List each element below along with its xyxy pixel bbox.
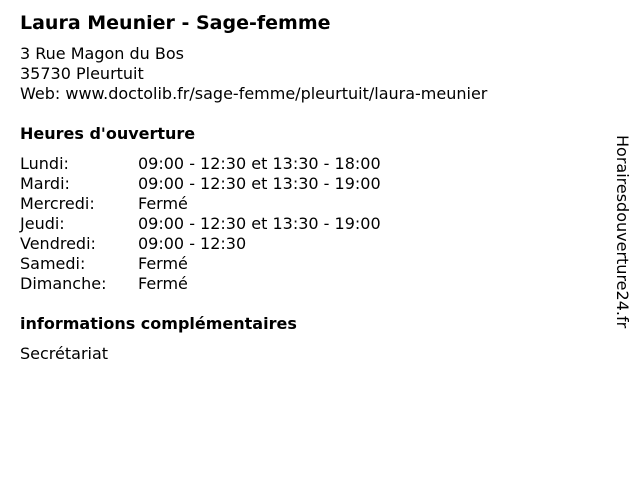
address-block (20, 44, 487, 104)
opening-hours-heading: Heures d'ouverture (20, 124, 196, 143)
hours-row-mercredi (20, 194, 381, 214)
hours-row-mardi (20, 174, 381, 194)
hours-row-samedi (20, 254, 381, 274)
day-label: Lundi: (20, 154, 69, 173)
opening-hours-table (20, 154, 381, 294)
day-label: Dimanche: (20, 274, 107, 293)
day-times: Fermé (138, 254, 188, 273)
day-times: 09:00 - 12:30 et 13:30 - 19:00 (138, 174, 381, 193)
day-label: Vendredi: (20, 234, 96, 253)
street-address: 3 Rue Magon du Bos (20, 44, 184, 63)
site-watermark: Horairesdouverture24.fr (613, 135, 632, 329)
hours-row-jeudi (20, 214, 381, 234)
day-times: 09:00 - 12:30 et 13:30 - 18:00 (138, 154, 381, 173)
day-times: 09:00 - 12:30 (138, 234, 247, 253)
hours-row-vendredi (20, 234, 381, 254)
hours-row-lundi (20, 154, 381, 174)
day-label: Mercredi: (20, 194, 95, 213)
page-title: Laura Meunier - Sage-femme (20, 12, 331, 34)
hours-row-dimanche (20, 274, 381, 294)
day-label: Jeudi: (20, 214, 65, 233)
city-address: 35730 Pleurtuit (20, 64, 144, 83)
day-label: Mardi: (20, 174, 70, 193)
day-label: Samedi: (20, 254, 86, 273)
additional-info-heading: informations complémentaires (20, 314, 297, 333)
day-times: Fermé (138, 194, 188, 213)
additional-info-text: Secrétariat (20, 344, 109, 363)
website-line: Web: www.doctolib.fr/sage-femme/pleurtuit/laura-meunier (20, 84, 488, 103)
day-times: Fermé (138, 274, 188, 293)
day-times: 09:00 - 12:30 et 13:30 - 19:00 (138, 214, 381, 233)
